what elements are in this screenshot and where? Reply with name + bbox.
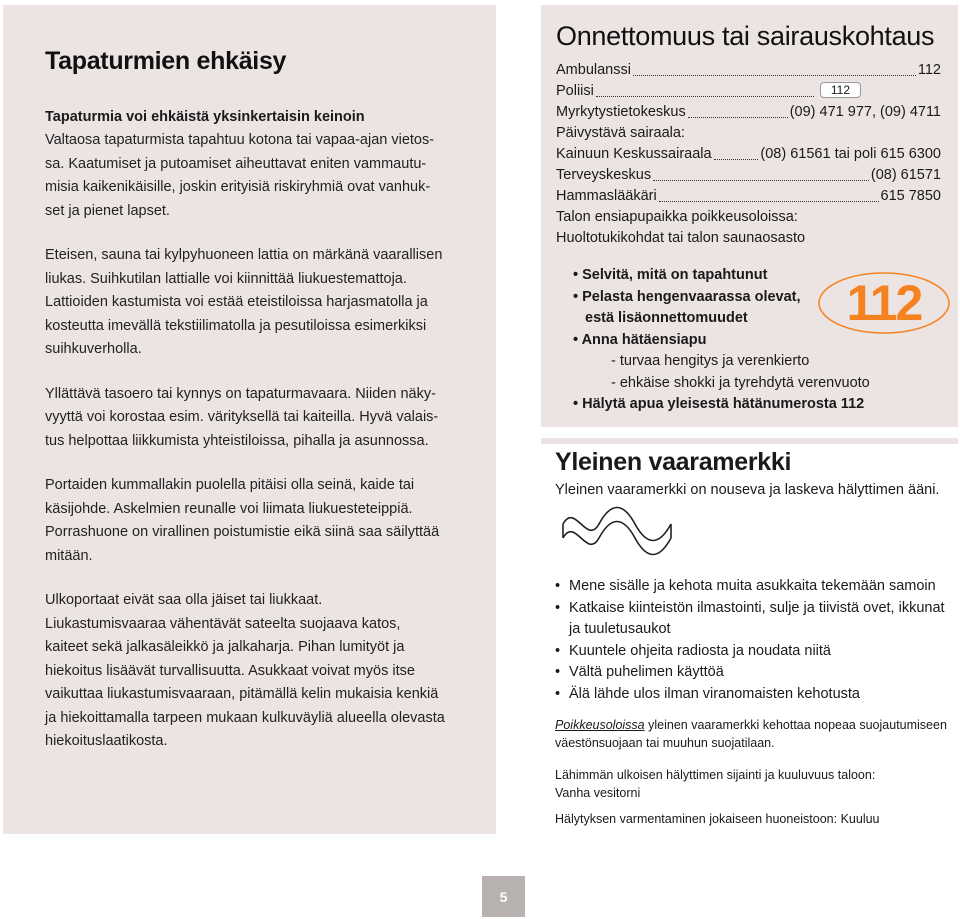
dot-leader — [653, 180, 869, 181]
page-number: 5 — [482, 876, 525, 917]
note-emphasis: Poikkeusoloissa — [555, 718, 645, 732]
emergency-contacts — [556, 60, 941, 249]
section-subhead: Tapaturmia voi ehkäistä yksinkertaisin keinoin — [45, 109, 365, 125]
nearest-siren-note — [555, 766, 950, 802]
paragraph-2: Eteisen, sauna tai kylpyhuoneen lattia on märkänä vaarallisen liukas. Suihkutilan lattialle voi kiinnittää liukuestemattoja. Lattioiden kastumista voi estää eteistiloissa harjasmatolla ja kosteutta imevällä tekstiilimatolla ja pesutiloissa esimerkiksi suihkuverholla. — [45, 247, 443, 357]
big-112-text: 112 — [846, 275, 922, 331]
first-aid-location-label: Talon ensiapupaikka poikkeusoloissa: — [556, 209, 798, 225]
dot-leader — [596, 96, 814, 97]
dot-leader — [714, 159, 759, 160]
paragraph-3: Yllättävä tasoero tai kynnys on tapaturmavaara. Niiden näky-vyyttä voi korostaa esim. värityksellä tai kaiteilla. Hyvä valais-tus helpottaa liikkumista yhteistiloissa, pihalla ja asunnossa. — [45, 385, 439, 449]
contact-row — [556, 60, 941, 81]
contact-row — [556, 186, 941, 207]
duty-hospital-label: Päivystävä sairaala: — [556, 125, 685, 141]
contact-label: Myrkytystietokeskus — [556, 104, 686, 120]
contact-label: Kainuun Keskussairaala — [556, 146, 712, 162]
general-alarm-panel — [541, 438, 958, 839]
step-item: • Selvitä, mitä on tapahtunut — [573, 265, 873, 287]
alarm-subtitle: Yleinen vaaramerkki on nouseva ja laskeva hälyttimen ääni. — [555, 482, 940, 498]
dot-leader — [633, 75, 916, 76]
contact-label: Hammaslääkäri — [556, 188, 657, 204]
contact-value: (08) 61561 tai poli 615 6300 — [760, 146, 941, 162]
contact-value: 112 — [917, 62, 941, 78]
contact-row — [556, 102, 941, 123]
paragraph-4: Portaiden kummallakin puolella pitäisi olla seinä, kaide tai käsijohde. Askelmien reunalle voi liimata liukuesteteippiä. Porrashuone on virallinen poistumistie eikä siinä saa säilyttää mitään. — [45, 477, 440, 564]
action-item: • Katkaise kiinteistön ilmastointi, sulje ja tiivistä ovet, ikkunat ja tuuletusaukot — [555, 598, 950, 641]
accident-prevention-content — [45, 47, 445, 775]
paragraph-5: Ulkoportaat eivät saa olla jäiset tai liukkaat. Liukastumisvaaraa vähentävät sateelta suojaava katos, kaiteet sekä jalkasäleikkö ja jalkaharja. Pihan lumityöt ja hiekoitus lisäävät turvallisuutta. Asukkaat voivat myös itse vaikuttaa liukastumisvaaraan, pitämällä kelin mukaisia kenkiä ja hiekoittamalla tarpeen mukaan kulkuväyliä alueella olevasta hiekoituslaatikosta. — [45, 592, 445, 749]
emergency-number-112-logo — [817, 271, 951, 335]
siren-location-value: Vanha vesitorni — [555, 786, 641, 800]
contact-row — [556, 165, 941, 186]
contact-value: (08) 61571 — [870, 167, 941, 183]
step-subitem: - turvaa hengitys ja verenkierto — [611, 353, 810, 369]
alarm-actions — [555, 576, 950, 705]
dot-leader — [688, 117, 788, 118]
exceptional-conditions-note — [555, 716, 950, 752]
contact-row — [556, 144, 941, 165]
siren-location-label: Lähimmän ulkoisen hälyttimen sijainti ja kuuluvuus taloon: — [555, 768, 876, 782]
action-item: • Älä lähde ulos ilman viranomaisten kehotusta — [555, 684, 950, 706]
police-number-badge: 112 — [820, 82, 861, 98]
contact-label: Ambulanssi — [556, 62, 631, 78]
alarm-title: Yleinen vaaramerkki — [555, 448, 792, 476]
emergency-title: Onnettomuus tai sairauskohtaus — [556, 21, 935, 51]
action-item: • Vältä puhelimen käyttöä — [555, 662, 950, 684]
note-text: yleinen vaaramerkki kehottaa nopeaa suojautumiseen väestönsuojaan tai muuhun suojatilaan. — [555, 718, 947, 750]
contact-value: 615 7850 — [880, 188, 941, 204]
alarm-wave-icon — [561, 506, 673, 578]
contact-row — [556, 81, 861, 102]
step-item: • Anna hätäensiapu — [573, 330, 873, 352]
contact-label: Poliisi — [556, 83, 594, 99]
step-subitem: - ehkäise shokki ja tyrehdytä verenvuoto — [611, 374, 870, 391]
contact-label: Terveyskeskus — [556, 167, 652, 183]
page-title: Tapaturmien ehkäisy — [45, 47, 287, 75]
paragraph-1: Valtaosa tapaturmista tapahtuu kotona tai vapaa-ajan vietos-sa. Kaatumiset ja putoamiset aiheuttavat eniten vammautu-misia kaikenikäisille, joskin erityisiä riskiryhmiä ovat vanhuk-set ja pienet lapset. — [45, 132, 435, 219]
accident-prevention-panel — [3, 5, 496, 834]
alarm-verification-note: Hälytyksen varmentaminen jokaiseen huoneistoon: Kuuluu — [555, 812, 880, 826]
step-item: • Pelasta hengenvaarassa olevat, — [573, 287, 873, 309]
action-item: • Kuuntele ohjeita radiosta ja noudata niitä — [555, 641, 950, 663]
emergency-panel — [541, 5, 958, 427]
dot-leader — [659, 201, 879, 202]
step-item: • Hälytä apua yleisestä hätänumerosta 112 — [573, 394, 873, 416]
action-item: • Mene sisälle ja kehota muita asukkaita tekemään samoin — [555, 576, 950, 598]
first-aid-location-value: Huoltotukikohdat tai talon saunaosasto — [556, 230, 806, 246]
step-item: estä lisäonnettomuudet — [585, 310, 748, 326]
contact-value: (09) 471 977, (09) 4711 — [789, 104, 941, 120]
